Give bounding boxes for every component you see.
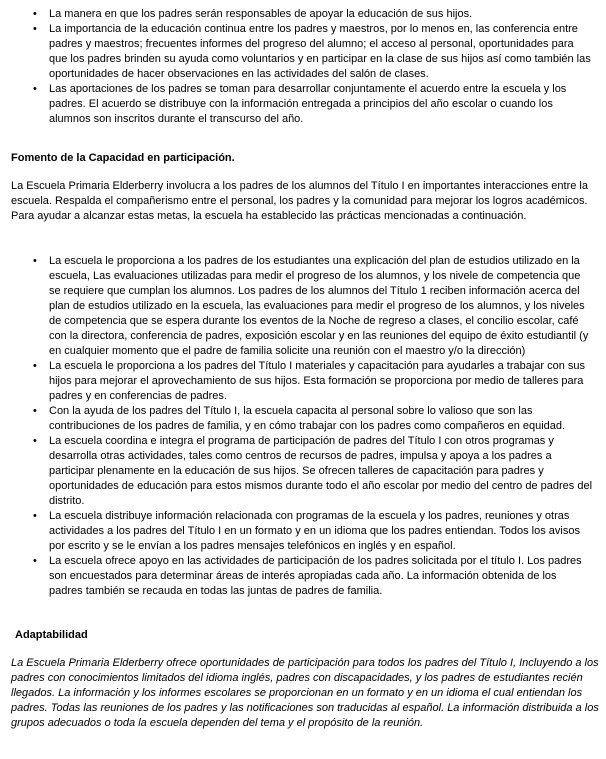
capacity-paragraph: La Escuela Primaria Elderberry involucra a los padres de los alumnos del Título I en importantes interacciones entre la escuela. Respalda el compañerismo entre el personal, los padres y la comunidad para mejorar los logros académicos. Para ayudar a alcanzar estas metas, la escuela ha establecido las prácticas mencionadas a continuación. [11, 180, 588, 222]
list-item [0, 404, 600, 434]
bullet-icon: • [33, 510, 37, 522]
list-item [0, 554, 600, 599]
list-item [0, 82, 600, 127]
bullet-icon: • [33, 8, 37, 20]
section-heading-adaptability: Adaptabilidad [15, 629, 88, 641]
capacity-bullet-list [0, 254, 600, 599]
list-item-text: La escuela ofrece apoyo en las actividades de participación de los padres solicitada por el título I. Los padres son encuestados para determinar áreas de interés apropiadas cada año. La información obtenida de los padres también se recauda en todas las juntas de padres de familia. [49, 555, 582, 597]
bullet-icon: • [33, 255, 37, 267]
list-item-text: La escuela coordina e integra el programa de participación de padres del Título I con otros programas y desarrolla otras actividades, tales como centros de recursos de padres, impulsa y apoya a los padres a participar plenamente en la educación de sus hijos. Se ofrecen talleres de capacitación para padres y oportunidades de educación para estos mismos durante todo el año escolar por medio del centro de padres del distrito. [49, 435, 593, 507]
section-heading-capacity: Fomento de la Capacidad en participación. [11, 152, 235, 164]
list-item [0, 7, 600, 22]
list-item-text: Con la ayuda de los padres del Título I, la escuela capacita al personal sobre lo valioso que son las contribuciones de los padres de familia, y en cómo trabajar con los padres como compañeros en equidad. [49, 405, 566, 432]
bullet-icon: • [33, 23, 37, 35]
list-item [0, 359, 600, 404]
list-item-text: La importancia de la educación continua entre los padres y maestros, por lo menos en, las conferencia entre padres y maestros; frecuentes informes del progreso del alumno; el acceso al personal, oportunidades para que los padres brinden su ayuda como voluntarios y en participar en la clase de sus hijos así como también las oportunidades de hacer observaciones en las actividades del salón de clases. [49, 23, 591, 80]
list-item-text: La escuela le proporciona a los padres de los estudiantes una explicación del plan de estudios utilizado en la escuela, Las evaluaciones utilizadas para medir el progreso de los alumnos, y los nivele de competencia que se requiere que cumplan los alumnos. Los padres de los alumnos del Título 1 reciben información acerca del plan de estudios utilizado en la escuela, las evaluaciones para medir el progreso de los alumnos, y los niveles de competencia que se espera durante los eventos de la Noche de regreso a clases, el concilio escolar, café con la directora, conferencia de padres, exposición escolar y en las reuniones del equipo de éxito estudiantil (y en cualquier momento que el padre de familia solicite una reunión con el maestro y/o la dirección) [49, 255, 589, 357]
list-item-text: La manera en que los padres serán responsables de apoyar la educación de sus hijos. [49, 8, 473, 20]
list-item-text: Las aportaciones de los padres se toman para desarrollar conjuntamente el acuerdo entre la escuela y los padres. El acuerdo se distribuye con la información entregada a principios del año escolar o cuando los alumnos son inscritos durante el transcurso del año. [49, 83, 567, 125]
bullet-icon: • [33, 83, 37, 95]
list-item [0, 254, 600, 359]
list-item [0, 434, 600, 509]
bullet-icon: • [33, 405, 37, 417]
list-item [0, 509, 600, 554]
adaptability-paragraph: La Escuela Primaria Elderberry ofrece oportunidades de participación para todos los padres del Título I, Incluyendo a los padres con conocimientos limitados del idioma inglés, padres con discapacidades, y los padres de estudiantes recién llegados. La información y los informes escolares se proporcionan en un formato y en un idioma el cual entiendan los padres. Todas las reuniones de los padres y las notificaciones son traducidas al español. La información distribuida a los grupos adecuados o toda la escuela dependen del tema y el propósito de la reunión. [11, 657, 599, 729]
top-bullet-list [0, 7, 600, 127]
list-item [0, 22, 600, 82]
list-item-text: La escuela distribuye información relacionada con programas de la escuela y los padres, reuniones y otras actividades a los padres del Título I en un formato y en un idioma que los padres entiendan. Todos los avisos por escrito y se le envían a los padres mensajes telefónicos en inglés y en español. [49, 510, 580, 552]
bullet-icon: • [33, 555, 37, 567]
bullet-icon: • [33, 360, 37, 372]
list-item-text: La escuela le proporciona a los padres del Título I materiales y capacitación para ayudarles a trabajar con sus hijos para mejorar el aprovechamiento de sus hijos. Esta formación se proporciona por medio de talleres para padres y en conferencias de padres. [49, 360, 586, 402]
bullet-icon: • [33, 435, 37, 447]
